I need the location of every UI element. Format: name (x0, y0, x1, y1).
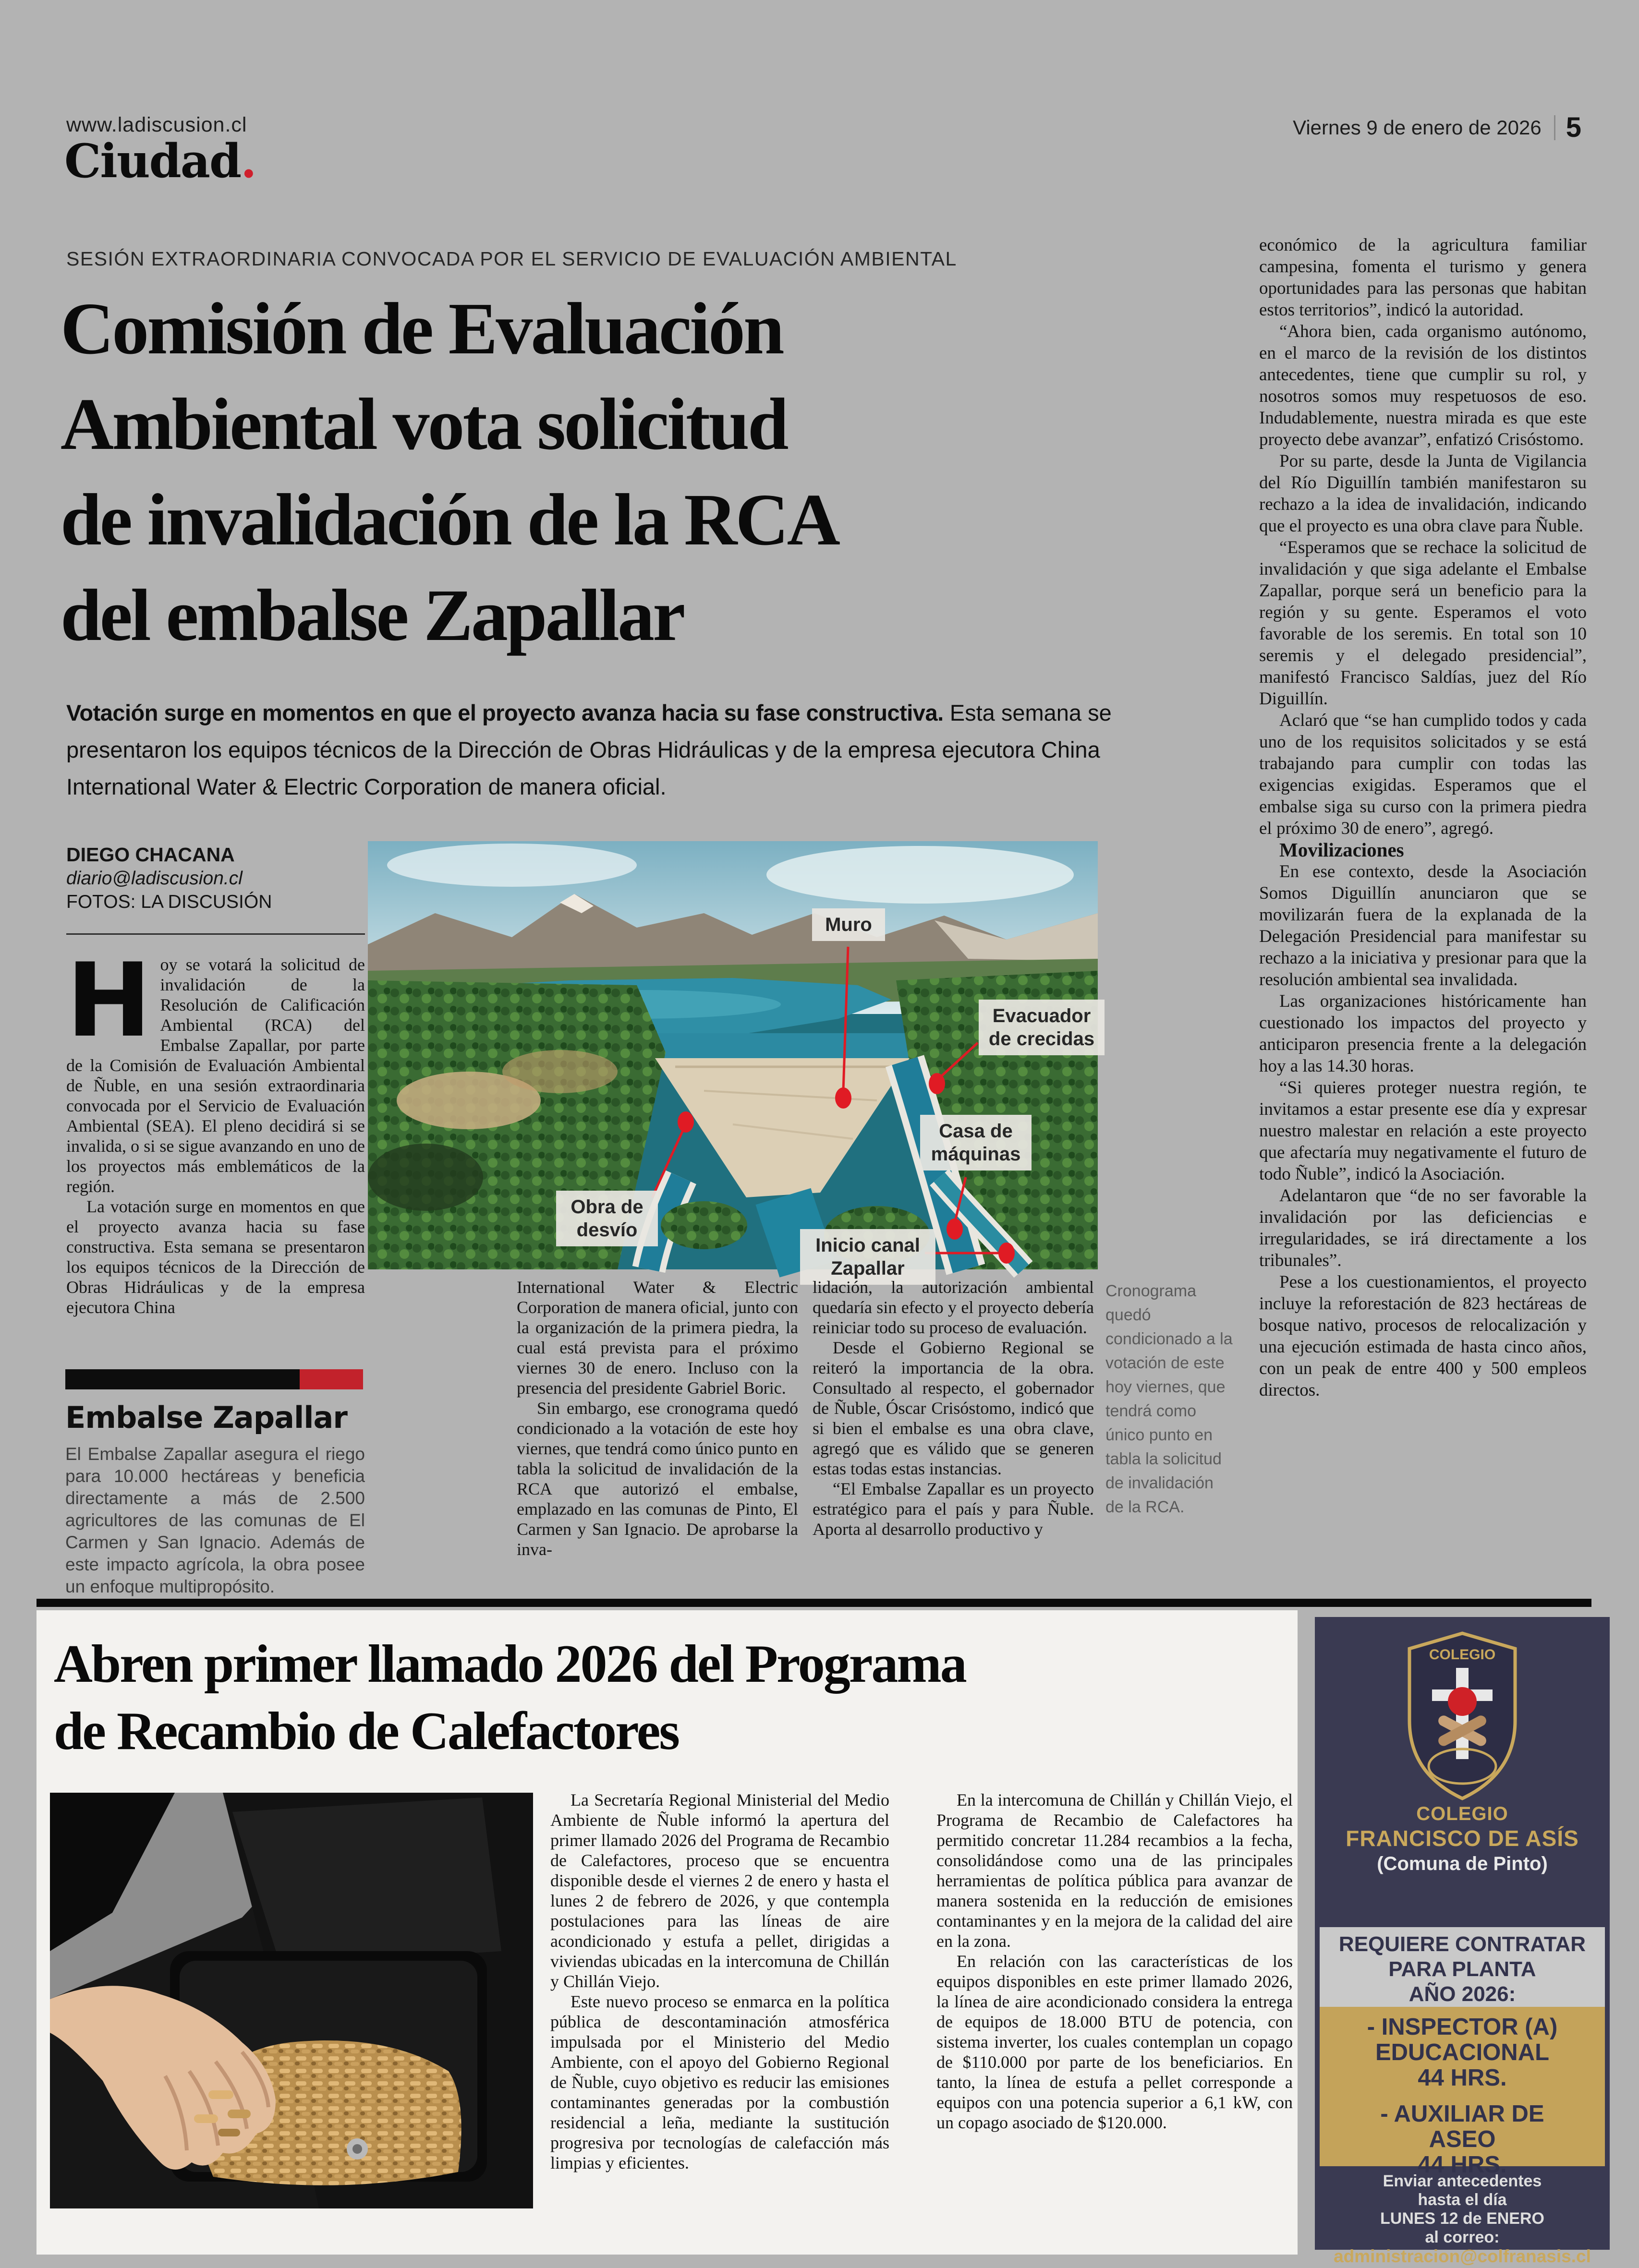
header-date-block (1293, 111, 1581, 144)
paragraph: Por su parte, desde la Junta de Vigilancia del Río Diguillín también manifestaron su rechazo a la idea de invalidación, indicando que el proyecto es una obra clave para Ñuble. (1259, 451, 1587, 536)
paragraph: Adelantaron que “de no ser favorable la invalidación por las deficiencias e irregularidades, se irá directamente a los tribunales”. (1259, 1186, 1587, 1270)
paragraph: En la intercomuna de Chillán y Chillán Viejo, el Programa de Recambio de Calefactores ha permitido concretar 11.284 recambios a la fecha, consolidándose como una de las principales herramientas de política pública para avanzar de manera sostenida en la reducción de emisiones contaminantes y en la mejora de la calidad del aire en la zona. (936, 1790, 1293, 1951)
photo-label-casa: Casa de máquinas (920, 1115, 1032, 1170)
paragraph: En relación con las características de los equipos disponibles en este primer llamado 2026, la línea de aire acondicionado considera la entrega de equipos de 18.000 BTU de potencia, con sistema inverter, los cuales contemplan un copago de $110.000 por parte de los beneficiarios. En tanto, la línea de estufa a pellet corresponde a equipos con una potencia superior a 6,1 kW, con un copago asociado de $120.000. (936, 1952, 1293, 2132)
paragraph: “Ahora bien, cada organismo autónomo, en el marco de la revisión de los distintos antecedentes, tiene que cumplir su rol, y nosotros somos muy respetuosos de eso. Indudablemente, nuestra mirada es que este proyecto debe avanzar”, enfatizó Crisóstomo. (1259, 322, 1587, 449)
ad-school-header (1315, 1629, 1610, 1927)
ad-school-name-1: COLEGIO (1416, 1803, 1508, 1824)
dam-photo-illustration (368, 841, 1098, 1269)
lede-bold: Votación surge en momentos en que el proyecto avanza hacia su fase constructiva. (66, 700, 944, 725)
byline (66, 843, 272, 914)
paragraph: Sin embargo, ese cronograma quedó condicionado a la votación de este hoy viernes, que tendrá como único punto en tabla la solicitud de invalidación de la RCA que autorizó el embalse, emplazado en las comunas de Pinto, El Carmen y San Ignacio. De aprobarse la inva- (517, 1399, 798, 1559)
photo-label-inicio: Inicio canal Zapallar (800, 1229, 935, 1285)
headline-line: de Recambio de Calefactores (54, 1701, 679, 1761)
ad-job-line: ASEO (1429, 2126, 1496, 2152)
photo-label-muro: Muro (812, 908, 885, 941)
paragraph: lidación, la autorización ambiental quedaría sin efecto y el proyecto debería reiniciar todo su proceso de evaluación. (813, 1278, 1094, 1337)
lede-rest: Esta semana se presentaron los equipos técnicos de la Dirección de Obras Hidráulicas y de la empresa ejecutora China International Water & Electric Corporation de manera oficial. (66, 700, 1112, 799)
crest-word: COLEGIO (1429, 1647, 1496, 1663)
factbox-body: El Embalse Zapallar asegura el riego para 10.000 hectáreas y beneficia directamente a más de 2.500 agricultores de las comunas de El Carmen y San Ignacio. Además de este impacto agrícola, la obra posee un enfoque multipropósito. (65, 1444, 365, 1596)
headline-line: del embalse Zapallar (61, 575, 684, 656)
article-column-4 (1259, 234, 1587, 1589)
article-column-2 (517, 1277, 798, 1602)
byline-email: diario@ladiscusion.cl (66, 868, 243, 889)
ad-req-line: AÑO 2026: (1408, 1982, 1516, 2006)
ad-footer-line: LUNES 12 de ENERO (1380, 2209, 1544, 2228)
section-divider-rule (36, 1599, 1591, 1607)
ad-job-line: - AUXILIAR DE (1380, 2101, 1544, 2127)
paragraph: Pese a los cuestionamientos, el proyecto incluye la reforestación de 823 hectáreas de bosque nativo, procesos de relocalización y una ejecución estimada de hasta cinco años, con un peak de entre 400 y 500 empleos directos. (1259, 1272, 1587, 1400)
headline-line: Ambiental vota solicitud (61, 384, 787, 465)
section-title-dot: . (241, 134, 256, 188)
lede (66, 694, 1228, 805)
kicker: SESIÓN EXTRAORDINARIA CONVOCADA POR EL SERVICIO DE EVALUACIÓN AMBIENTAL (66, 248, 957, 270)
photo-caption: Cronograma quedó condicionado a la votación de este hoy viernes, que tendrá como único punto en tabla la solicitud de invalidación de la RCA. (1105, 1282, 1233, 1516)
main-headline (61, 281, 1271, 664)
factbox-bar-red (300, 1369, 363, 1389)
pellets-photo-illustration (50, 1793, 533, 2208)
bottom-headline (54, 1630, 1206, 1765)
section-title (64, 134, 256, 188)
header-divider (1554, 115, 1555, 140)
paragraph: La Secretaría Regional Ministerial del Medio Ambiente de Ñuble informó la apertura del primer llamado 2026 del Programa de Recambio de Calefactores, proceso que se encuentra disponible desde el viernes 2 de enero y hasta el lunes 2 de febrero de 2026, y que contempla postulaciones para las líneas de aire acondicionado y estufa a pellet, dirigidas a viviendas ubicadas en la intercomuna de Chillán y Chillán Viejo. (550, 1790, 889, 1991)
headline-line: Comisión de Evaluación (61, 288, 783, 370)
headline-line: de invalidación de la RCA (61, 479, 838, 561)
paragraph: Desde el Gobierno Regional se reiteró la importancia de la obra. Consultado al respecto, el gobernador de Ñuble, Óscar Crisóstomo, indicó que si bien el embalse es una obra clave, agregó que es válido que se generen estas todas estas instancias. (813, 1338, 1094, 1478)
ad-job-line: 44 HRS. (1418, 2065, 1507, 2091)
paragraph: La votación surge en momentos en que el proyecto avanza hacia su fase constructiva. Esta semana se presentaron los equipos técnicos de la Dirección de Obras Hidráulicas y de la empresa ejecutora China (66, 1197, 365, 1317)
byline-author: DIEGO CHACANA (66, 844, 235, 866)
article-column-3 (813, 1277, 1094, 1602)
byline-credit: FOTOS: LA DISCUSIÓN (66, 892, 272, 912)
job-advertisement (1315, 1617, 1610, 2266)
paragraph: “Esperamos que se rechace la solicitud de invalidación y que siga adelante el Embalse Zapallar, porque será un beneficio para la región y su gente. Esperamos el voto favorable de los seremis. En total son 10 seremis y el delegado presidencial”, manifestó Francisco Saldías, juez del Río Diguillín. (1259, 538, 1587, 709)
photo-label-evacuador: Evacuador de crecidas (979, 1000, 1105, 1055)
ad-email: administracion@colfranasis.cl (1334, 2246, 1591, 2266)
ad-footer-line: al correo: (1425, 2228, 1500, 2246)
ad-job-line: - INSPECTOR (A) (1367, 2014, 1558, 2040)
byline-rule (66, 933, 365, 935)
ad-footer-line: Enviar antecedentes (1383, 2172, 1542, 2190)
bottom-column-1 (550, 1790, 889, 2239)
paragraph: En ese contexto, desde la Asociación Somos Diguillín anunciaron que se movilizarán fuera de la explanada de la Delegación Presidencial para manifestar su rechazo a la iniciativa y presionar para que la resolución ambiental sea invalidada. (1259, 862, 1587, 989)
bottom-column-2 (936, 1790, 1293, 2239)
paragraph: Las organizaciones históricamente han cuestionado los impactos del proyecto y anticiparon presencia frente a la delegación hoy a las 14.30 horas. (1259, 991, 1587, 1076)
paragraph: oy se votará la solicitud de invalidación de la Resolución de Calificación Ambiental (RCA) del Embalse Zapallar, por parte de la Comisión de Evaluación Ambiental de Ñuble, en una sesión extraordinaria convocada por el Servicio de Evaluación Ambiental (SEA). El pleno decidirá si se invalida, o si se sigue avanzando en uno de los proyectos más emblemáticos de la región. (66, 955, 365, 1196)
ad-requirement (1320, 1927, 1605, 2007)
ad-req-line: PARA PLANTA (1388, 1957, 1536, 1981)
ad-school-name-2: FRANCISCO DE ASÍS (1346, 1826, 1579, 1851)
ad-job-line: EDUCACIONAL (1375, 2039, 1550, 2065)
headline-line: Abren primer llamado 2026 del Programa (54, 1634, 966, 1694)
ad-school-commune: (Comuna de Pinto) (1377, 1853, 1548, 1874)
paragraph: Este nuevo proceso se enmarca en la política pública de descontaminación atmosférica impulsada por el Ministerio del Medio Ambiente, con el apoyo del Gobierno Regional de Ñuble, cuyo objetivo es reducir las emisiones contaminantes generadas por la combustión residencial a leña, mediante la sustitución progresiva por tecnologías de calefacción más limpias y eficientes. (550, 1992, 889, 2172)
school-crest-icon (1402, 1629, 1522, 1802)
paragraph: Aclaró que “se han cumplido todos y cada uno de los requisitos solicitados y se está trabajando para cumplir con todas las exigencias exigidas. Esperamos que el embalse siga su curso con la primera piedra el próximo 30 de enero”, agregó. (1259, 711, 1587, 838)
dropcap: H (66, 941, 152, 1060)
dam-wall (655, 1058, 910, 1197)
header-date: Viernes 9 de enero de 2026 (1293, 116, 1542, 139)
pellets-photo (50, 1793, 533, 2208)
ad-job-line: 44 HRS. (1418, 2152, 1507, 2178)
ad-req-line: REQUIERE CONTRATAR (1338, 1932, 1586, 1956)
paragraph: “El Embalse Zapallar es un proyecto estratégico para el país y para Ñuble. Aporta al desarrollo productivo y (813, 1479, 1094, 1539)
page-number: 5 (1566, 112, 1581, 143)
paragraph: económico de la agricultura familiar campesina, fomenta el turismo y genera oportunidades para las personas que habitan estos territorios”, indicó la autoridad. (1259, 235, 1587, 320)
dam-aerial-photo (368, 841, 1098, 1279)
subhead-movilizaciones: Movilizaciones (1279, 839, 1404, 861)
section-title-text: Ciudad (64, 134, 241, 188)
article-column-1 (66, 941, 365, 1365)
paragraph: International Water & Electric Corporation de manera oficial, junto con la organización de la primera piedra, la cual está prevista para el próximo viernes 30 de enero. Incluso con la presencia del presidente Gabriel Boric. (517, 1278, 798, 1398)
photo-label-obra: Obra de desvío (556, 1191, 658, 1246)
site-url: www.ladiscusion.cl (66, 113, 247, 136)
paragraph: “Si quieres proteger nuestra región, te invitamos a estar presente ese día y expresar nuestro malestar en relación a este proyecto que afectaría muy negativamente el futuro de todo Ñuble”, indicó la Asociación. (1259, 1078, 1587, 1184)
ad-footer-line: hasta el día (1418, 2191, 1507, 2209)
factbox-bar (65, 1369, 363, 1389)
factbox-title: Embalse Zapallar (65, 1400, 347, 1435)
ad-footer (1315, 2166, 1610, 2268)
ad-positions (1320, 2007, 1605, 2178)
